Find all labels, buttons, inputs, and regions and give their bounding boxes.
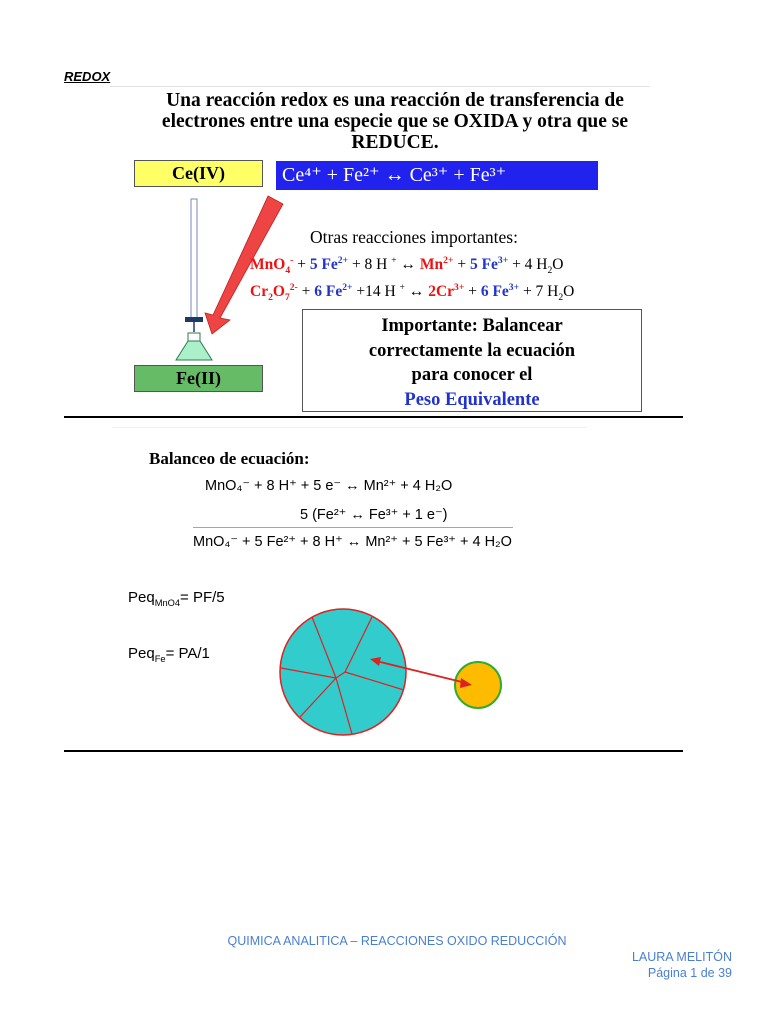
burette-icon [191, 199, 197, 319]
important-line-3: para conocer el [411, 365, 533, 385]
total-reaction: MnO₄⁻ + 5 Fe²⁺ + 8 H⁺ ↔ Mn²⁺ + 5 Fe³⁺ + 4 H₂O [193, 534, 512, 550]
reaction-permanganate: MnO$_4$- + 5 $Fe^{2+} + 8$ H + ↔ $Mn^{2+} + 5$ $Fe^{3+} + 4$ $H_2O$ [250, 254, 564, 277]
footer-author: LAURA MELITÓN [631, 950, 732, 964]
important-line-2: correctamente la ecuación [368, 340, 576, 361]
peq-fe: Peq$_{Fe}$= PA/1 [128, 645, 210, 664]
other-reactions-title: Otras reacciones importantes: [310, 227, 518, 247]
big-particle-icon [280, 609, 406, 735]
important-line-4: Peso Equivalente [404, 389, 540, 410]
important-line-1: Importante: Balancear [381, 316, 563, 336]
main-equation-box: Ce⁴⁺ + Fe²⁺ ↔ Ce³⁺ + Fe³⁺ [276, 161, 598, 190]
balanceo-title: Balanceo de ecuación: [149, 449, 310, 468]
flask-neck-icon [188, 333, 200, 341]
half-reaction-2: 5 (Fe²⁺ ↔ Fe³⁺ + 1 e⁻) [300, 507, 448, 523]
intro-line-1: Una reacción redox es una reacción de transferencia de [166, 90, 624, 111]
section-title: REDOX [64, 69, 111, 84]
intro-line-3: REDUCE. [351, 132, 439, 153]
half-reaction-1: MnO₄⁻ + 8 H⁺ + 5 e⁻ ↔ Mn²⁺ + 4 H₂O [205, 478, 453, 494]
sum-line [193, 527, 513, 528]
peq-mno4: Peq$_{MnO4}$= PF/5 [128, 589, 225, 608]
fe-ii-box: Fe(II) [134, 365, 263, 392]
faint-rule [112, 427, 587, 428]
ce-iv-box: Ce(IV) [134, 160, 263, 187]
footer-page-number: Página 1 de 39 [647, 966, 732, 980]
intro-line-2: electrones entre una especie que se OXIDA y otra que se [161, 111, 629, 132]
footer-course: QUIMICA ANALITICA – REACCIONES OXIDO REDUCCIÓN [227, 934, 567, 948]
flask-icon [176, 341, 212, 360]
section-divider-2 [64, 750, 683, 752]
burette-stopcock-icon [185, 317, 203, 322]
section-divider-1 [64, 416, 683, 418]
reaction-dichromate: $Cr_2O_7^{2-} + 6$ $Fe^{2+} +14$ H + ↔ $2Cr^{3+} + 6$ $Fe^{3+} + 7$ $H_2O$ [250, 281, 575, 304]
important-note-box [302, 309, 642, 412]
